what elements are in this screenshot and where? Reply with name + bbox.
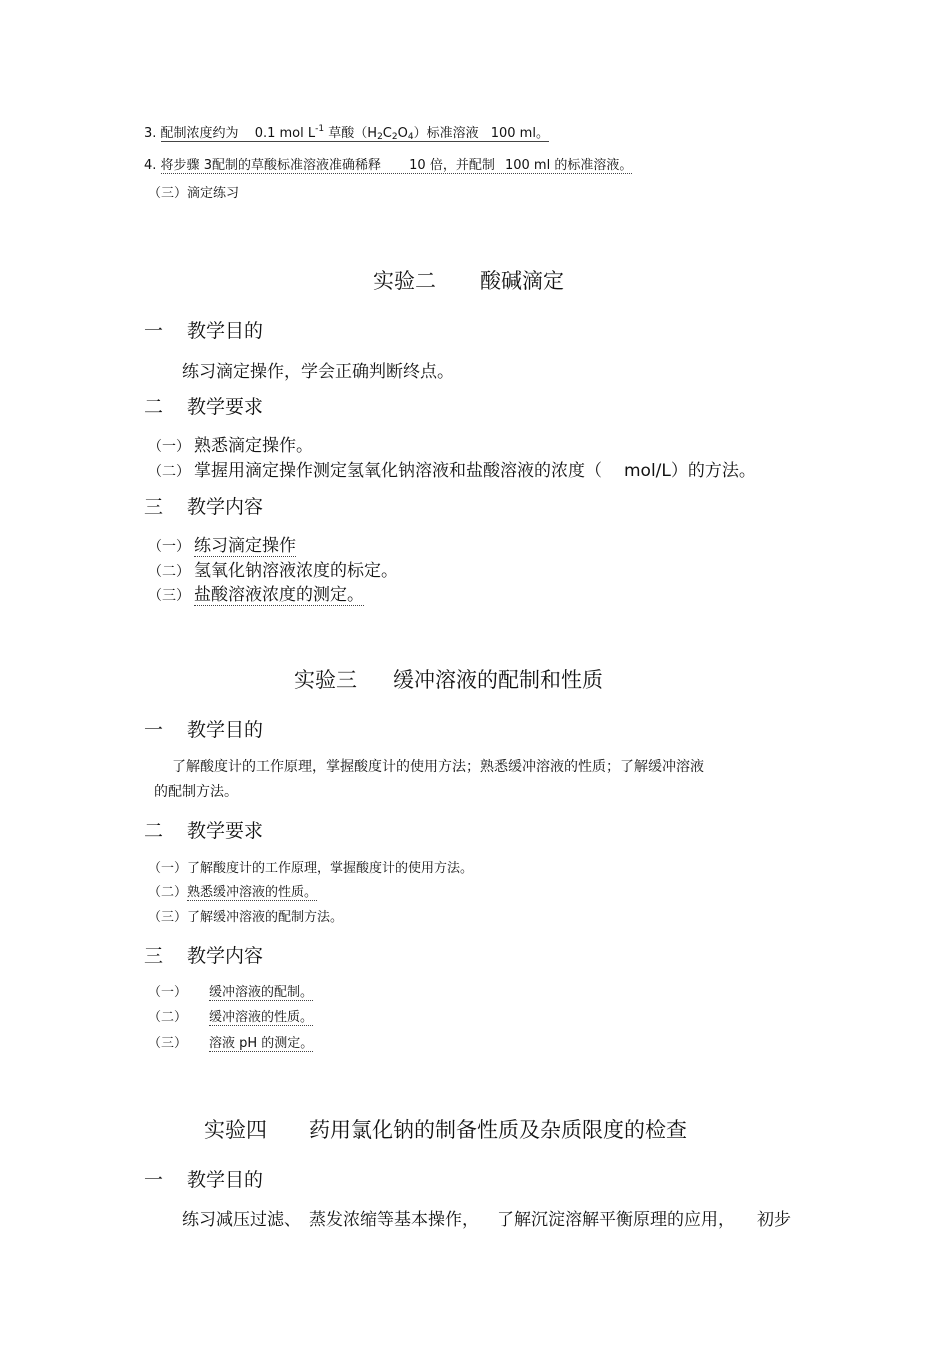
- list-text: 熟悉滴定操作。: [194, 436, 313, 456]
- exp2-req-2: [148, 456, 756, 481]
- exp2-content-3: [148, 580, 364, 605]
- step-number: 3: [203, 158, 212, 173]
- item-4-underlined: [161, 158, 633, 174]
- section-number: 二: [144, 820, 164, 842]
- item-text: 配制的草酸标准溶液准确稀释: [211, 158, 381, 173]
- section-number: 一: [144, 1169, 164, 1191]
- exp-name: 缓冲溶液的配制和性质: [393, 668, 603, 692]
- section-number: 二: [144, 396, 164, 418]
- formula-c-sub: 2: [391, 132, 398, 142]
- list-number: （一）: [148, 439, 190, 455]
- item-text: 配制浓度约为: [160, 126, 239, 141]
- exp2-section-3-heading: [144, 492, 263, 519]
- item-3-underlined: [161, 126, 549, 142]
- volume-value: 100 ml: [504, 158, 551, 173]
- exp3-purpose-line-2: 的配制方法。: [154, 784, 238, 800]
- concentration-value: 0.1 mol: [254, 126, 304, 141]
- body-text: 了解沉淀溶解平衡原理的应用，: [497, 1210, 735, 1230]
- exp3-content-3: [148, 1032, 313, 1051]
- exp-name: 药用氯化钠的制备性质及杂质限度的检查: [309, 1118, 687, 1142]
- section-title: 教学目的: [187, 719, 264, 741]
- list-number: （二）: [148, 564, 190, 580]
- exp4-section-1-heading: [144, 1165, 263, 1192]
- exp-name: 酸碱滴定: [480, 269, 564, 293]
- exp2-content-2: [148, 556, 398, 581]
- exp4-purpose: [182, 1205, 791, 1230]
- item-text: 10 倍，并配制: [409, 158, 495, 173]
- item-text: 。: [535, 126, 549, 141]
- list-number: （三）: [148, 588, 190, 604]
- list-text: 熟悉缓冲溶液的性质。: [187, 885, 318, 900]
- list-text: 练习滴定操作: [194, 536, 296, 556]
- exp3-purpose-line-1: 了解酸度计的工作原理，掌握酸度计的使用方法；熟悉缓冲溶液的性质；了解缓冲溶液: [172, 759, 704, 775]
- exp2-req-1: [148, 431, 313, 456]
- list-text: 缓冲溶液的性质。: [209, 1010, 314, 1025]
- list-number: （二）: [148, 885, 188, 900]
- section-title: 教学内容: [187, 496, 264, 518]
- item-4-line: [144, 154, 632, 173]
- exp3-title: [294, 664, 603, 694]
- list-number: （一）: [148, 985, 188, 1000]
- section-title: 教学目的: [187, 1169, 264, 1191]
- formula-o: O: [397, 126, 408, 141]
- exp3-content-2: [148, 1006, 313, 1025]
- exp2-section-1-heading: [144, 316, 263, 343]
- exp3-req-2: [148, 881, 317, 900]
- list-number: （一）: [148, 539, 190, 555]
- section-number: 一: [144, 719, 164, 741]
- section-number: 一: [144, 320, 164, 342]
- item-text: 的标准溶液。: [554, 158, 633, 173]
- exp-number: 实验三: [294, 668, 357, 692]
- formula-o-sub: 4: [407, 132, 414, 142]
- item-text: 草酸（: [328, 126, 368, 141]
- exp2-content-1: [148, 531, 296, 556]
- list-number: （二）: [148, 464, 190, 480]
- list-text: 溶液 pH 的测定。: [209, 1036, 314, 1051]
- exp3-section-2-heading: [144, 816, 263, 843]
- formula-h-sub: 2: [377, 132, 383, 142]
- exp2-section-2-heading: [144, 392, 263, 419]
- exp3-req-3: （三）了解缓冲溶液的配制方法。: [148, 910, 344, 925]
- subsection-practice: （三）滴定练习: [148, 186, 240, 201]
- exp3-section-1-heading: [144, 715, 263, 742]
- exp3-req-1: （一）了解酸度计的工作原理，掌握酸度计的使用方法。: [148, 861, 474, 876]
- exp3-section-3-heading: [144, 941, 263, 968]
- list-text: 缓冲溶液的配制。: [209, 985, 314, 1000]
- list-text: 盐酸溶液浓度的测定。: [194, 585, 364, 605]
- item-number: 4.: [144, 158, 157, 173]
- section-title: 教学要求: [187, 396, 264, 418]
- unit-exponent: -1: [315, 124, 325, 134]
- exp-number: 实验四: [204, 1118, 267, 1142]
- exp2-purpose: 练习滴定操作，学会正确判断终点。: [182, 362, 454, 382]
- exp-number: 实验二: [373, 269, 436, 293]
- exp4-title: [204, 1114, 687, 1144]
- list-text: 掌握用滴定操作测定氢氧化钠溶液和盐酸溶液的浓度（: [194, 461, 602, 481]
- item-3-line: [144, 122, 549, 142]
- list-text: 氢氧化钠溶液浓度的标定。: [194, 561, 398, 581]
- item-text: ）标准溶液: [413, 126, 479, 141]
- section-number: 三: [144, 945, 164, 967]
- unit-text: mol/L: [624, 461, 671, 481]
- section-title: 教学目的: [187, 320, 264, 342]
- body-text: 蒸发浓缩等基本操作，: [309, 1210, 479, 1230]
- exp2-title: [373, 265, 564, 295]
- exp3-content-1: [148, 981, 313, 1000]
- item-number: 3.: [144, 126, 157, 141]
- list-number: （三）: [148, 1036, 188, 1051]
- body-text: 练习减压过滤、: [182, 1210, 301, 1230]
- formula-c: C: [382, 126, 392, 141]
- body-text: 初步: [757, 1210, 791, 1230]
- list-text: ）的方法。: [670, 461, 756, 481]
- section-title: 教学要求: [187, 820, 264, 842]
- formula-h: H: [367, 126, 378, 141]
- unit-l: L: [307, 126, 316, 141]
- item-text: 将步骤: [160, 158, 200, 173]
- section-title: 教学内容: [187, 945, 264, 967]
- section-number: 三: [144, 496, 164, 518]
- volume-value: 100 ml: [490, 126, 536, 141]
- list-number: （二）: [148, 1010, 188, 1025]
